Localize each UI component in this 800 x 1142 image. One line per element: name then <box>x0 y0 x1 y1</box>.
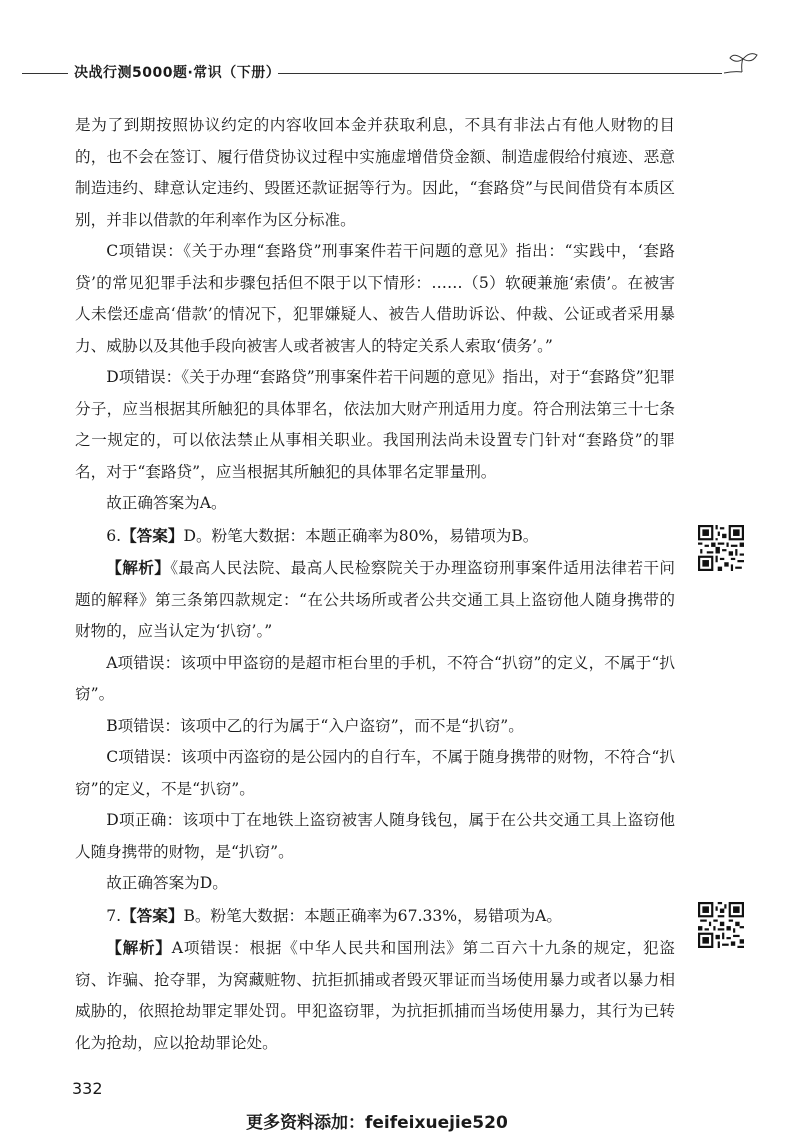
header-rule-right <box>278 73 722 74</box>
analysis-tag: 【解析】 <box>106 938 172 957</box>
analysis-tag: 【解析】 <box>106 558 171 577</box>
qr-code-icon[interactable] <box>698 525 744 571</box>
q7-analysis <box>75 932 675 1059</box>
sprout-icon <box>722 50 762 80</box>
qr-code-icon[interactable] <box>698 902 744 948</box>
q6-analysis-text: 《最高人民法院、最高人民检察院关于办理盗窃刑事案件适用法律若干问题的解释》第三条第四款规定：“在公共场所或者公共交通工具上盗窃他人随身携带的财物的，应当认定为‘扒窃’。” <box>75 559 675 640</box>
q6-option-d: D项正确：该项中丁在地铁上盗窃被害人随身钱包，属于在公共交通工具上盗窃他人随身携带的财物，是“扒窃”。 <box>75 811 675 861</box>
q7-analysis-text: A项错误：根据《中华人民共和国刑法》第二百六十九条的规定，犯盗窃、诈骗、抢夺罪，为窝藏赃物、抗拒抓捕或者毁灭罪证而当场使用暴力或者以暴力相威胁的，依照抢劫罪定罪处罚。甲犯盗窃罪，为抗拒抓捕而当场使用暴力，其行为已转化为抢劫，应以抢劫罪论处。 <box>75 939 675 1052</box>
q7-answer-text: B。粉笔大数据：本题正确率为67.33%，易错项为A。 <box>183 906 562 925</box>
page-number: 332 <box>72 1079 103 1098</box>
q6-conclusion: 故正确答案为D。 <box>106 874 228 892</box>
page-body <box>75 110 675 1059</box>
header-rule-left <box>22 73 68 74</box>
answer-tag: 【答案】 <box>121 525 184 545</box>
q6-analysis <box>75 552 675 648</box>
q6-option-c: C项错误：该项中丙盗窃的是公园内的自行车，不属于随身携带的财物，不符合“扒窃”的定义，不是“扒窃”。 <box>75 748 675 798</box>
paragraph: 故正确答案为A。 <box>106 494 227 512</box>
q6-number: 6. <box>106 526 122 545</box>
paragraph: 是为了到期按照协议约定的内容收回本金并获取利息，不具有非法占有他人财物的目的，也不会在签订、履行借贷协议过程中实施虚增借贷金额、制造虚假给付痕迹、恶意制造违约、肆意认定违约、毁匿还款证据等行为。因此，“套路贷”与民间借贷有本质区别，并非以借款的年利率作为区分标准。 <box>75 116 675 229</box>
paragraph: D项错误：《关于办理“套路贷”刑事案件若干问题的意见》指出，对于“套路贷”犯罪分子，应当根据其所触犯的具体罪名，依法加大财产刑适用力度。符合刑法第三十七条之一规定的，可以依法禁止从事相关职业。我国刑法尚未设置专门针对“套路贷”的罪名，对于“套路贷”，应当根据其所触犯的具体罪名定罪量刑。 <box>75 368 675 481</box>
paragraph: C项错误：《关于办理“套路贷”刑事案件若干问题的意见》指出：“实践中，‘套路贷’的常见犯罪手法和步骤包括但不限于以下情形：……（5）软硬兼施‘索债’。在被害人未偿还虚高‘借款’的情况下，犯罪嫌疑人、被告人借助诉讼、仲裁、公证或者采用暴力、威胁以及其他手段向被害人或者被害人的特定关系人索取‘债务’。” <box>75 242 675 355</box>
running-header <box>0 58 800 88</box>
q6-option-a: A项错误：该项中甲盗窃的是超市柜台里的手机，不符合“扒窃”的定义，不属于“扒窃”。 <box>75 653 675 703</box>
footer-watermark: 更多资料添加：feifeixuejie520 <box>246 1113 508 1133</box>
answer-tag: 【答案】 <box>121 905 184 925</box>
q6-answer-text: D。粉笔大数据：本题正确率为80%，易错项为B。 <box>183 526 539 545</box>
q7-number: 7. <box>106 906 122 925</box>
q7-answer <box>75 900 675 933</box>
q6-option-b: B项错误：该项中乙的行为属于“入户盗窃”，而不是“扒窃”。 <box>106 716 524 735</box>
q6-answer <box>75 520 675 553</box>
book-title: 决战行测5000题·常识（下册） <box>74 65 281 81</box>
